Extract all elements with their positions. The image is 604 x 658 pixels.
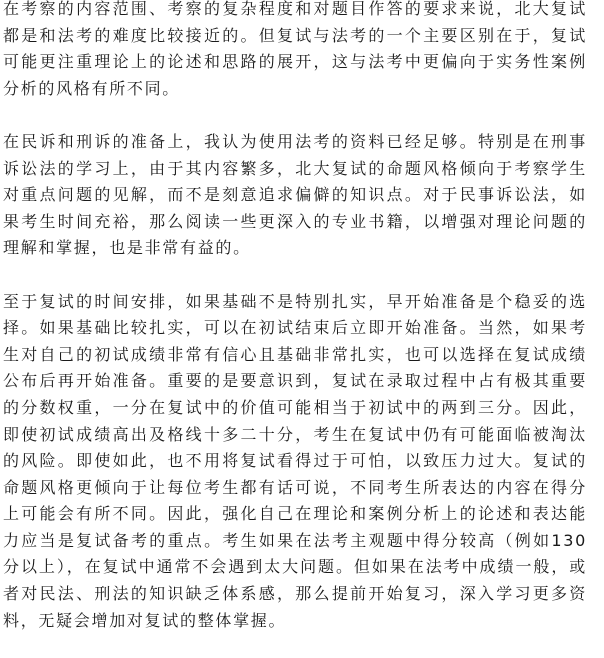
- paragraph-retest-schedule: 至于复试的时间安排，如果基础不是特别扎实，早开始准备是个稳妥的选择。如果基础比较扎实，可以在初试结束后立即开始准备。当然，如果考生对自己的初试成绩非常有信心且基础非常扎实，也可以选择在复试成绩公布后再开始准备。重要的是要意识到，复试在录取过程中占有极其重要的分数权重，一分在复试中的价值可能相当于初试中的两到三分。因此，即使初试成绩高出及格线十多二十分，考生在复试中仍有可能面临被淘汰的风险。即使如此，也不用将复试看得过于可怕，以致压力过大。复试的命题风格更倾向于让每位考生都有话可说，不同考生所表达的内容在得分上可能会有所不同。因此，强化自己在理论和案例分析上的论述和表达能力应当是复试备考的重点。考生如果在法考主观题中得分较高（例如130分以上），在复试中通常不会遇到太大问题。但如果在法考中成绩一般，或者对民法、刑法的知识缺乏体系感，那么提前开始复习，深入学习更多资料，无疑会增加对复试的整体掌握。: [3, 291, 587, 630]
- paragraph-procedure-law-prep: 在民诉和刑诉的准备上，我认为使用法考的资料已经足够。特别是在刑事诉讼法的学习上，由于其内容繁多，北大复试的命题风格倾向于考察学生对重点问题的见解，而不是刻意追求偏僻的知识点。对于民事诉讼法，如果考生时间充裕，那么阅读一些更深入的专业书籍，以增强对理论问题的理解和掌握，也是非常有益的。: [3, 131, 587, 258]
- paragraph-exam-difficulty: 在考察的内容范围、考察的复杂程度和对题目作答的要求来说，北大复试都是和法考的难度比较接近的。但复试与法考的一个主要区别在于，复试可能更注重理论上的论述和思路的展开，这与法考中更偏向于实务性案例分析的风格有所不同。: [3, 0, 587, 98]
